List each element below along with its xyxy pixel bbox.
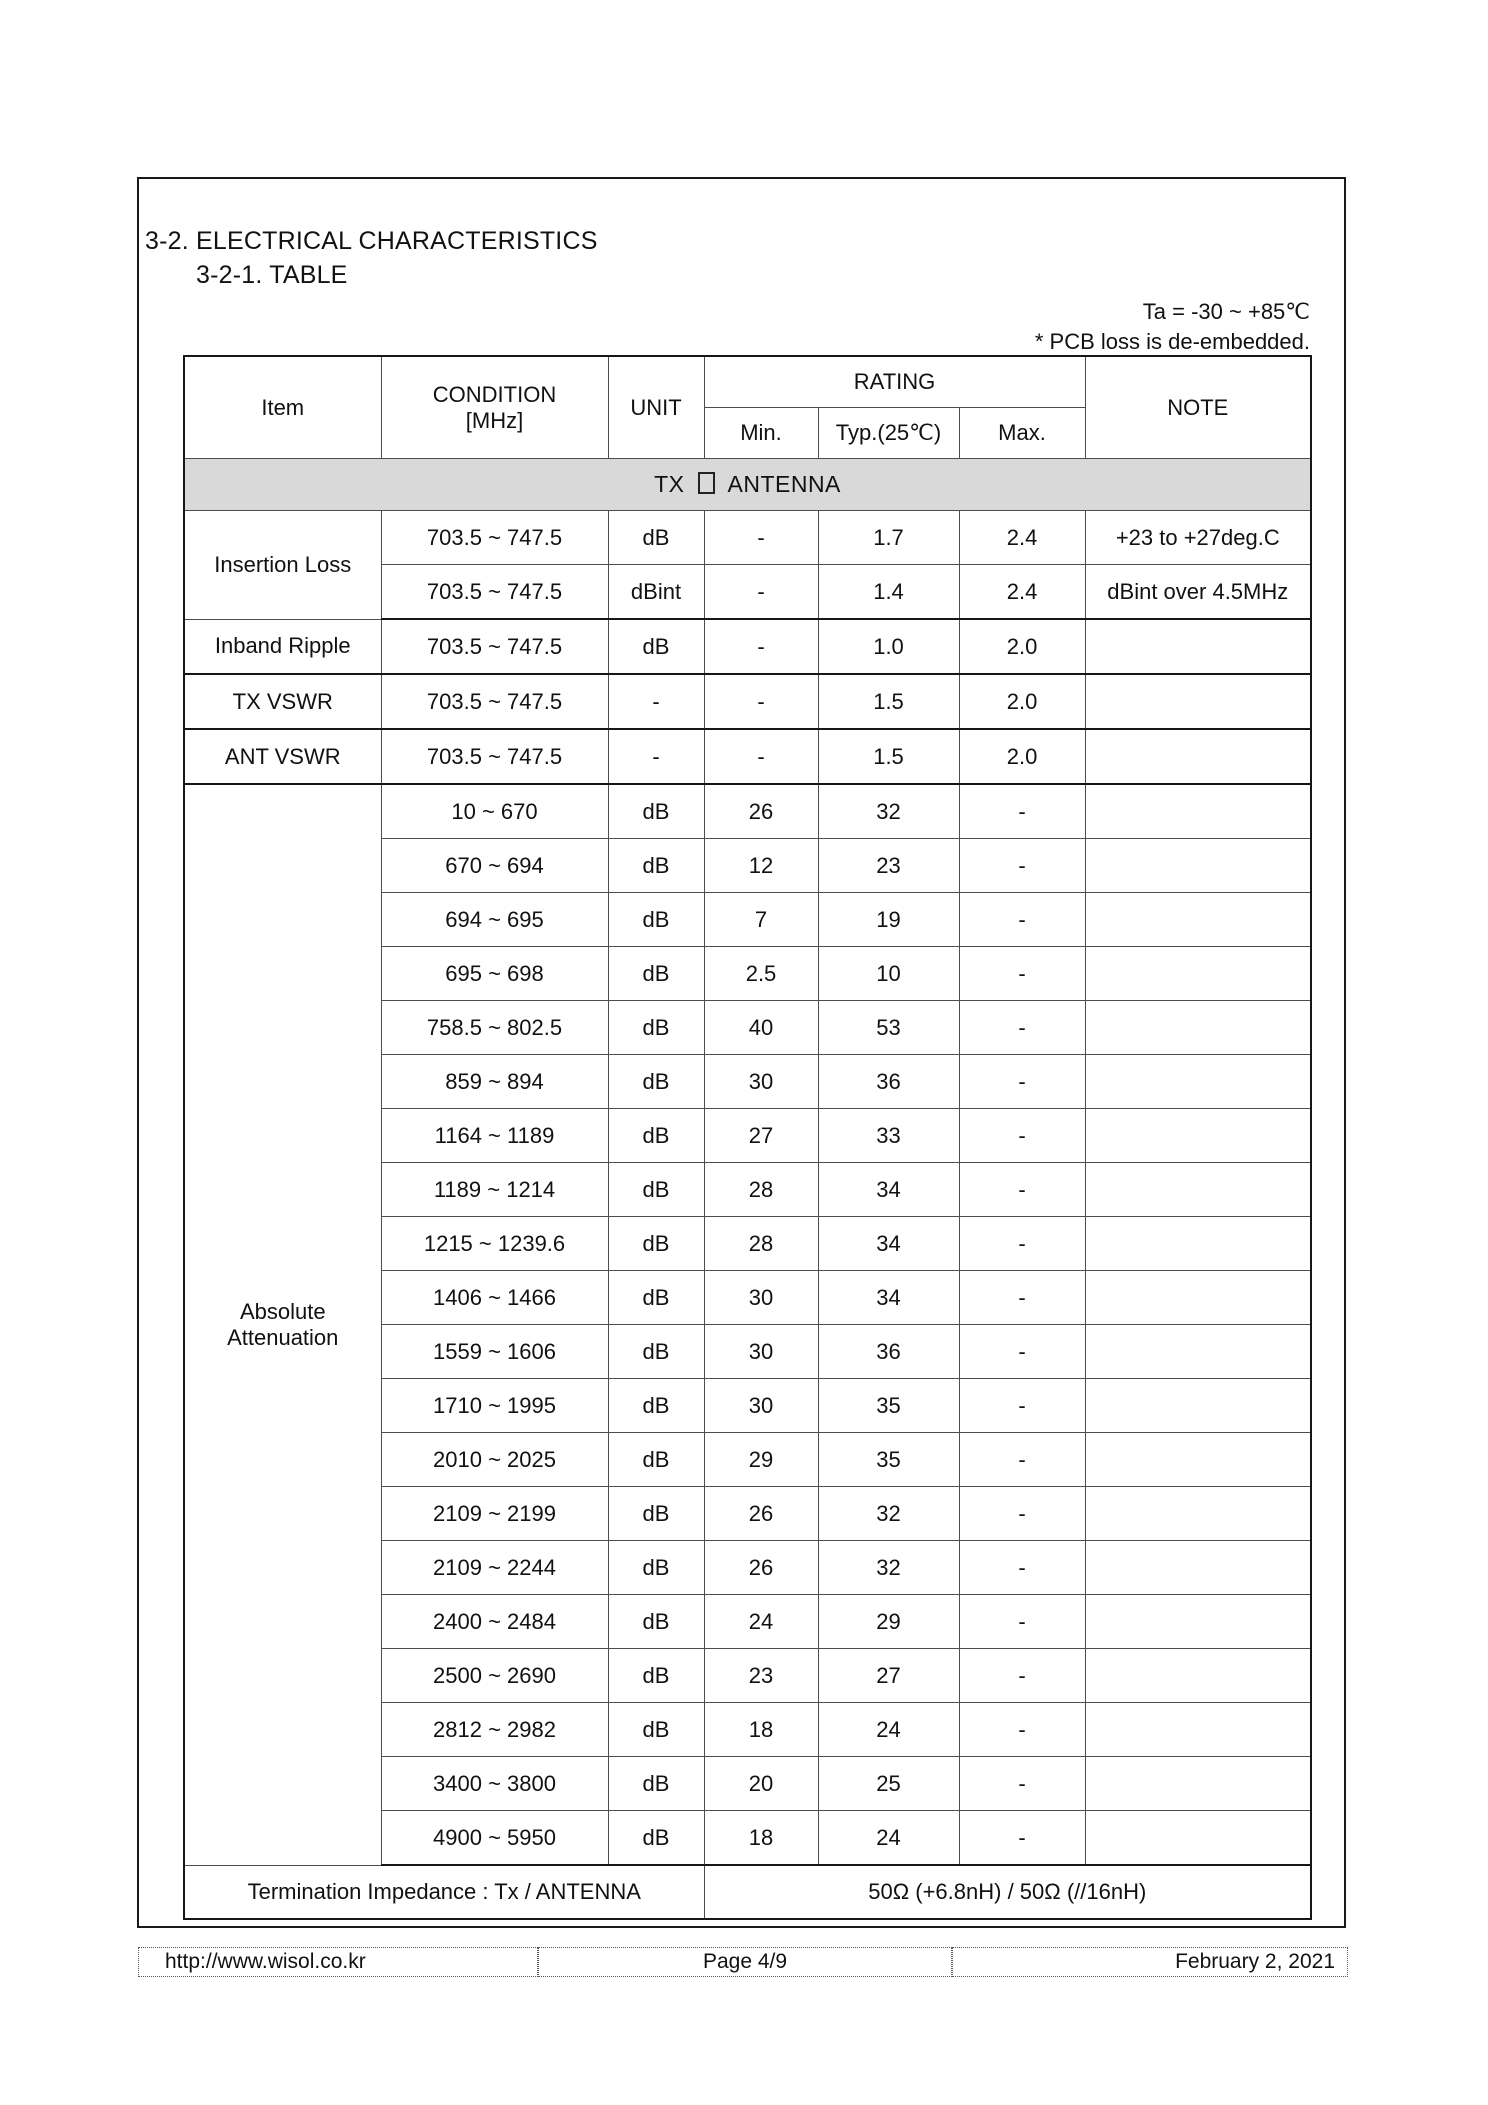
item-label-line2: Attenuation <box>227 1324 339 1350</box>
cell-note <box>1085 1055 1311 1109</box>
col-header-note: NOTE <box>1085 356 1311 459</box>
cell-max: - <box>959 1757 1085 1811</box>
section-title: 3-2. ELECTRICAL CHARACTERISTICS <box>145 227 598 255</box>
cell-min: - <box>704 565 818 620</box>
cell-unit: dB <box>608 1487 704 1541</box>
cell-min: 24 <box>704 1595 818 1649</box>
section-banner <box>184 459 1311 511</box>
cell-min: 30 <box>704 1055 818 1109</box>
cell-min: - <box>704 511 818 565</box>
footer-url: http://www.wisol.co.kr <box>138 1947 538 1977</box>
cell-unit: dB <box>608 1433 704 1487</box>
cell-unit: dB <box>608 1811 704 1866</box>
cell-note <box>1085 947 1311 1001</box>
cell-max: 2.4 <box>959 565 1085 620</box>
test-conditions-note <box>1035 297 1310 357</box>
cell-typ: 32 <box>818 1487 959 1541</box>
cell-condition: 4900 ~ 5950 <box>381 1811 608 1866</box>
cell-condition: 1215 ~ 1239.6 <box>381 1217 608 1271</box>
cell-max: - <box>959 1325 1085 1379</box>
col-header-condition-line2: [MHz] <box>465 407 524 433</box>
cell-unit: dB <box>608 511 704 565</box>
cell-condition: 703.5 ~ 747.5 <box>381 565 608 620</box>
cell-typ: 10 <box>818 947 959 1001</box>
cell-typ: 1.5 <box>818 674 959 729</box>
cell-note <box>1085 893 1311 947</box>
item-tx-vswr: TX VSWR <box>184 674 381 729</box>
cell-condition: 758.5 ~ 802.5 <box>381 1001 608 1055</box>
cell-max: - <box>959 839 1085 893</box>
cell-typ: 36 <box>818 1055 959 1109</box>
cell-note <box>1085 1811 1311 1866</box>
cell-max: - <box>959 947 1085 1001</box>
cell-unit: dB <box>608 1649 704 1703</box>
cell-min: 28 <box>704 1217 818 1271</box>
cell-unit: dB <box>608 1055 704 1109</box>
cell-max: - <box>959 1217 1085 1271</box>
cell-condition: 1406 ~ 1466 <box>381 1271 608 1325</box>
cell-min: 28 <box>704 1163 818 1217</box>
cell-typ: 1.7 <box>818 511 959 565</box>
cell-condition: 1710 ~ 1995 <box>381 1379 608 1433</box>
cell-typ: 24 <box>818 1811 959 1866</box>
cell-min: 18 <box>704 1703 818 1757</box>
cell-note <box>1085 1217 1311 1271</box>
cell-unit: dB <box>608 1163 704 1217</box>
cell-typ: 19 <box>818 893 959 947</box>
cell-min: 23 <box>704 1649 818 1703</box>
cell-max: - <box>959 893 1085 947</box>
cell-typ: 27 <box>818 1649 959 1703</box>
cell-min: 29 <box>704 1433 818 1487</box>
cell-unit: dB <box>608 1541 704 1595</box>
cell-unit: dB <box>608 1325 704 1379</box>
cell-max: - <box>959 1541 1085 1595</box>
cell-unit: dB <box>608 1703 704 1757</box>
section-banner-row <box>184 459 1311 511</box>
col-header-item: Item <box>184 356 381 459</box>
table-title: 3-2-1. TABLE <box>196 261 348 289</box>
table-row <box>184 674 1311 729</box>
cell-note <box>1085 1433 1311 1487</box>
cell-min: 26 <box>704 1487 818 1541</box>
cell-typ: 25 <box>818 1757 959 1811</box>
cell-max: - <box>959 784 1085 839</box>
item-label-line1: Absolute <box>239 1298 326 1324</box>
cell-condition: 1189 ~ 1214 <box>381 1163 608 1217</box>
page-footer <box>138 1947 1348 1977</box>
table-row <box>184 511 1311 565</box>
cell-condition: 2400 ~ 2484 <box>381 1595 608 1649</box>
cell-note <box>1085 1325 1311 1379</box>
cell-typ: 33 <box>818 1109 959 1163</box>
col-header-typ: Typ.(25℃) <box>818 408 959 459</box>
cell-max: 2.0 <box>959 674 1085 729</box>
cell-max: - <box>959 1271 1085 1325</box>
cell-max: - <box>959 1379 1085 1433</box>
cell-condition: 10 ~ 670 <box>381 784 608 839</box>
cell-min: 7 <box>704 893 818 947</box>
cell-max: - <box>959 1001 1085 1055</box>
ambient-temperature-note: Ta = -30 ~ +85℃ <box>1142 299 1310 324</box>
cell-condition: 695 ~ 698 <box>381 947 608 1001</box>
cell-condition: 2109 ~ 2244 <box>381 1541 608 1595</box>
cell-typ: 1.4 <box>818 565 959 620</box>
cell-note <box>1085 1541 1311 1595</box>
cell-note <box>1085 1109 1311 1163</box>
termination-label: Termination Impedance : Tx / ANTENNA <box>184 1865 704 1919</box>
cell-typ: 1.0 <box>818 619 959 674</box>
cell-min: 30 <box>704 1325 818 1379</box>
cell-max: - <box>959 1649 1085 1703</box>
table-row <box>184 784 1311 839</box>
termination-value: 50Ω (+6.8nH) / 50Ω (//16nH) <box>704 1865 1311 1919</box>
cell-condition: 2812 ~ 2982 <box>381 1703 608 1757</box>
cell-note <box>1085 1163 1311 1217</box>
col-header-rating: RATING <box>704 356 1085 408</box>
cell-condition: 694 ~ 695 <box>381 893 608 947</box>
cell-typ: 29 <box>818 1595 959 1649</box>
item-inband-ripple: Inband Ripple <box>184 619 381 674</box>
col-header-min: Min. <box>704 408 818 459</box>
item-ant-vswr: ANT VSWR <box>184 729 381 784</box>
cell-typ: 35 <box>818 1379 959 1433</box>
cell-note <box>1085 1379 1311 1433</box>
cell-unit: dB <box>608 1757 704 1811</box>
cell-typ: 35 <box>818 1433 959 1487</box>
cell-unit: dB <box>608 1109 704 1163</box>
cell-note <box>1085 1757 1311 1811</box>
cell-min: 26 <box>704 784 818 839</box>
cell-unit: dB <box>608 1271 704 1325</box>
cell-typ: 34 <box>818 1163 959 1217</box>
cell-condition: 1559 ~ 1606 <box>381 1325 608 1379</box>
cell-condition: 859 ~ 894 <box>381 1055 608 1109</box>
cell-min: 26 <box>704 1541 818 1595</box>
cell-max: 2.4 <box>959 511 1085 565</box>
cell-unit: dB <box>608 784 704 839</box>
cell-min: 2.5 <box>704 947 818 1001</box>
cell-min: - <box>704 674 818 729</box>
cell-unit: dB <box>608 893 704 947</box>
cell-note <box>1085 1703 1311 1757</box>
cell-min: - <box>704 729 818 784</box>
cell-note <box>1085 1001 1311 1055</box>
cell-min: 30 <box>704 1271 818 1325</box>
cell-unit: dB <box>608 619 704 674</box>
cell-note <box>1085 1271 1311 1325</box>
cell-unit: - <box>608 674 704 729</box>
cell-min: 18 <box>704 1811 818 1866</box>
cell-condition: 3400 ~ 3800 <box>381 1757 608 1811</box>
cell-typ: 36 <box>818 1325 959 1379</box>
cell-unit: dB <box>608 1001 704 1055</box>
cell-note: dBint over 4.5MHz <box>1085 565 1311 620</box>
table-row <box>184 729 1311 784</box>
cell-max: - <box>959 1163 1085 1217</box>
cell-condition: 2109 ~ 2199 <box>381 1487 608 1541</box>
cell-unit: dBint <box>608 565 704 620</box>
cell-min: 12 <box>704 839 818 893</box>
cell-unit: dB <box>608 947 704 1001</box>
cell-unit: dB <box>608 1217 704 1271</box>
item-insertion-loss: Insertion Loss <box>184 511 381 620</box>
pcb-loss-note: * PCB loss is de-embedded. <box>1034 329 1310 354</box>
termination-row <box>184 1865 1311 1919</box>
col-header-max: Max. <box>959 408 1085 459</box>
cell-min: 30 <box>704 1379 818 1433</box>
cell-condition: 670 ~ 694 <box>381 839 608 893</box>
cell-max: - <box>959 1433 1085 1487</box>
cell-max: - <box>959 1487 1085 1541</box>
electrical-characteristics-table <box>183 355 1312 1920</box>
cell-condition: 1164 ~ 1189 <box>381 1109 608 1163</box>
banner-prefix: TX <box>654 471 685 497</box>
footer-date: February 2, 2021 <box>952 1947 1348 1977</box>
cell-condition: 703.5 ~ 747.5 <box>381 511 608 565</box>
cell-note <box>1085 784 1311 839</box>
cell-min: 20 <box>704 1757 818 1811</box>
cell-note <box>1085 839 1311 893</box>
cell-min: 27 <box>704 1109 818 1163</box>
cell-note <box>1085 674 1311 729</box>
col-header-condition-line1: CONDITION <box>432 381 557 407</box>
col-header-unit: UNIT <box>608 356 704 459</box>
table-row <box>184 619 1311 674</box>
item-absolute-attenuation <box>184 784 381 1865</box>
cell-note <box>1085 729 1311 784</box>
cell-note <box>1085 619 1311 674</box>
cell-condition: 703.5 ~ 747.5 <box>381 674 608 729</box>
cell-max: - <box>959 1703 1085 1757</box>
cell-max: 2.0 <box>959 619 1085 674</box>
cell-max: - <box>959 1109 1085 1163</box>
cell-typ: 24 <box>818 1703 959 1757</box>
cell-min: 40 <box>704 1001 818 1055</box>
cell-typ: 53 <box>818 1001 959 1055</box>
cell-condition: 703.5 ~ 747.5 <box>381 619 608 674</box>
cell-typ: 1.5 <box>818 729 959 784</box>
cell-unit: dB <box>608 1595 704 1649</box>
col-header-condition <box>381 356 608 459</box>
footer-page-number: Page 4/9 <box>538 1947 952 1977</box>
cell-typ: 34 <box>818 1217 959 1271</box>
cell-max: 2.0 <box>959 729 1085 784</box>
banner-suffix: ANTENNA <box>727 471 841 497</box>
cell-unit: - <box>608 729 704 784</box>
cell-condition: 703.5 ~ 747.5 <box>381 729 608 784</box>
cell-note: +23 to +27deg.C <box>1085 511 1311 565</box>
cell-unit: dB <box>608 1379 704 1433</box>
cell-unit: dB <box>608 839 704 893</box>
cell-max: - <box>959 1595 1085 1649</box>
cell-max: - <box>959 1811 1085 1866</box>
cell-note <box>1085 1595 1311 1649</box>
cell-typ: 32 <box>818 784 959 839</box>
cell-typ: 32 <box>818 1541 959 1595</box>
cell-condition: 2500 ~ 2690 <box>381 1649 608 1703</box>
cell-min: - <box>704 619 818 674</box>
cell-typ: 23 <box>818 839 959 893</box>
missing-glyph-box <box>698 472 715 494</box>
cell-note <box>1085 1649 1311 1703</box>
cell-note <box>1085 1487 1311 1541</box>
cell-max: - <box>959 1055 1085 1109</box>
cell-typ: 34 <box>818 1271 959 1325</box>
cell-condition: 2010 ~ 2025 <box>381 1433 608 1487</box>
